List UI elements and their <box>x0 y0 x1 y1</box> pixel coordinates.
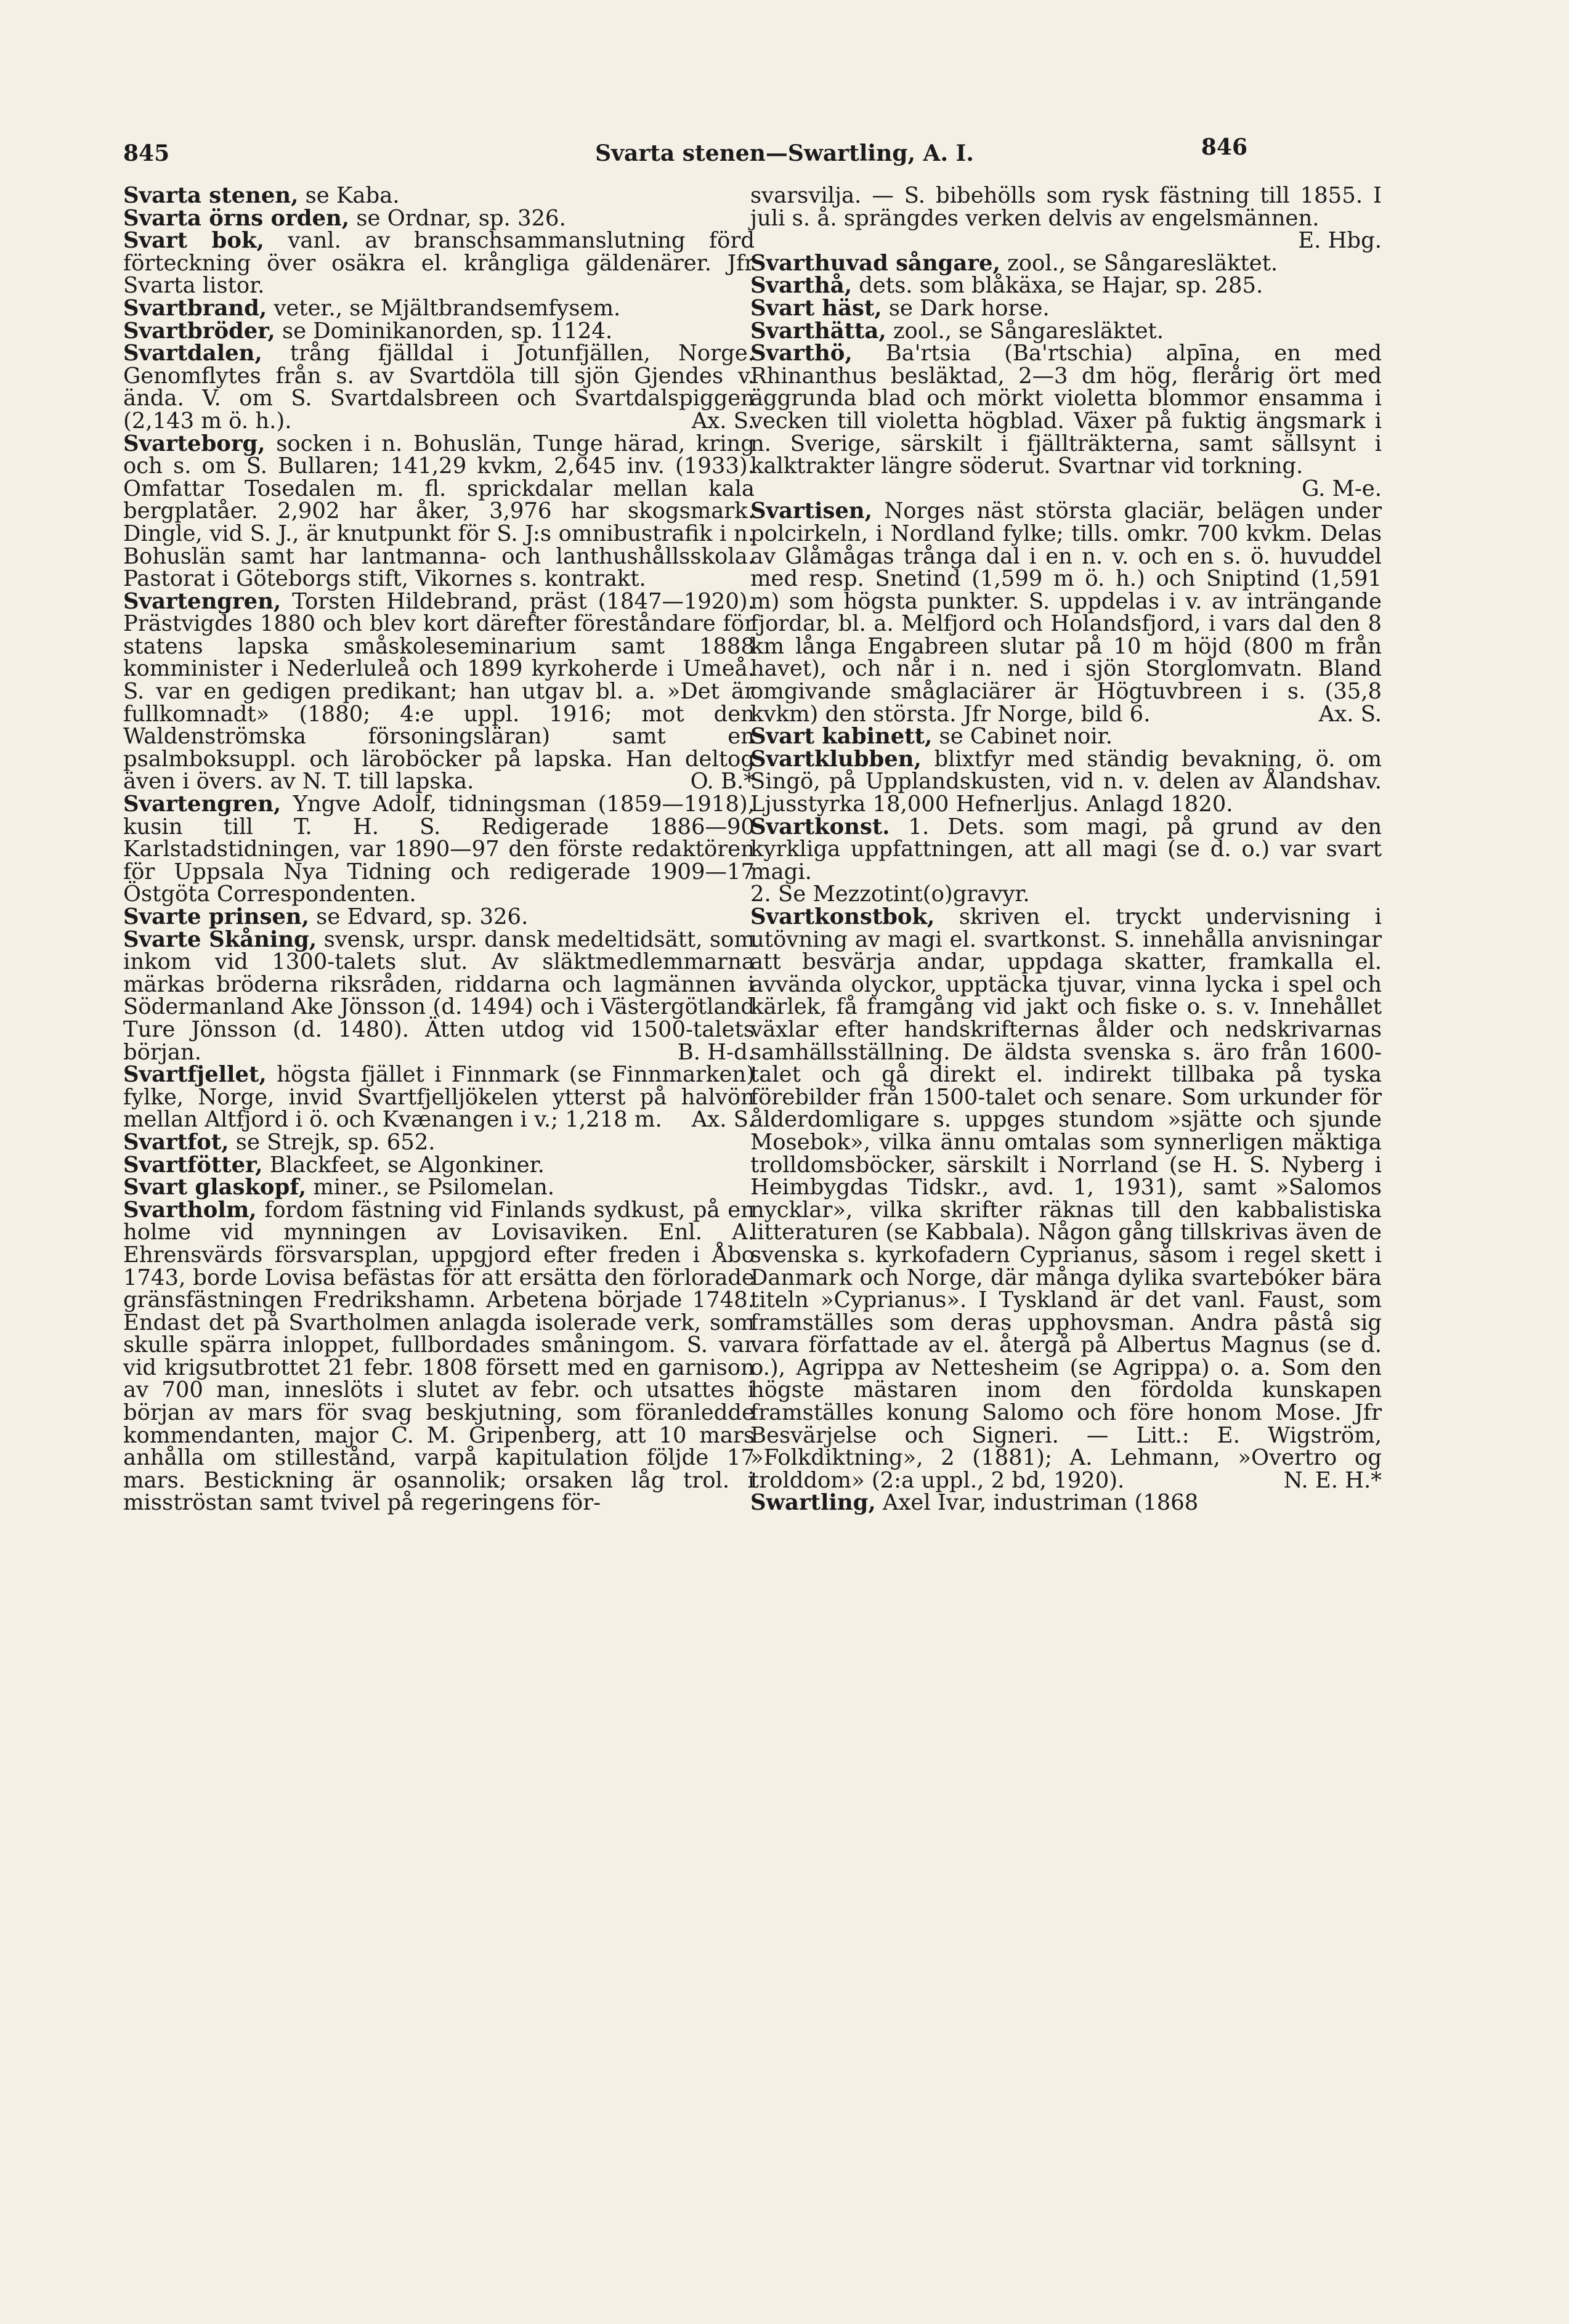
article-entry <box>750 1492 1382 1515</box>
headword: Svarta örns orden, <box>123 205 350 231</box>
headword: Svartklubben, <box>750 746 922 772</box>
headword: Svart bok, <box>123 228 264 254</box>
author-signature: Ax. S. <box>691 408 755 434</box>
author-signature: Ax. S. <box>1318 701 1382 727</box>
headword: Svartdalen, <box>123 341 262 366</box>
running-header <box>0 134 1569 177</box>
headword: Svarteborg, <box>123 431 266 456</box>
article-entry <box>123 588 755 795</box>
article-entry <box>123 1064 755 1132</box>
article-text: 2. Se Mezzotint(o)gravyr. <box>750 881 1030 907</box>
article-entry <box>123 342 755 432</box>
article-text: blixtfyr med ständig bevakning, ö. om Singö, på Upplandskusten, vid n. v. delen av Ålandshav. Ljusstyrka 18,000 Hefnerljus. Anlagd 1820. <box>750 746 1382 817</box>
headword: Svart kabinett, <box>750 724 933 750</box>
author-signature: O. B.* <box>690 769 755 795</box>
article-text: Blackfeet, se Algonkiner. <box>269 1152 545 1178</box>
article-text: se Dominikanorden, sp. 1124. <box>282 318 613 344</box>
article-text: se Ordnar, sp. 326. <box>356 205 566 231</box>
article-text: se Cabinet noir. <box>939 724 1113 750</box>
article-entry <box>123 205 755 231</box>
article-text: Axel Ivar, industriman (1868 <box>882 1490 1199 1516</box>
article-text: se Strejk, sp. 652. <box>235 1129 436 1155</box>
article-entry <box>123 1176 755 1199</box>
article-text: Yngve Adolf, tidningsman (1859—1918), kusin till T. H. S. Redigerade 1886—90 Karlstadstidningen, var 1890—97 den förste redaktören för Uppsala Nya Tidning och redigerade 1909—17 Östgöta Correspondenten. <box>123 792 755 907</box>
article-text: svensk, urspr. dansk medeltidsätt, som inkom vid 1300-talets slut. Av släktmedlemmarna märkas bröderna riksråden, riddarna och lagmännen i Södermanland Ake Jönsson (d. 1494) och i Västergötland Ture Jönsson (d. 1480). Ätten utdog vid 1500-talets början. <box>123 926 755 1065</box>
author-signature: E. Hbg. <box>1298 228 1382 254</box>
article-text: dets. som blåkäxa, se Hajar, sp. 285. <box>859 273 1263 299</box>
article-entry <box>123 1154 755 1177</box>
headword: Svartfötter, <box>123 1152 263 1178</box>
headword: Svarta stenen, <box>123 183 299 208</box>
author-signature: G. M-e. <box>1302 476 1382 501</box>
article-entry <box>750 816 1382 884</box>
article-entry <box>123 320 755 343</box>
article-text: fordom fästning vid Finlands sydkust, på en holme vid mynningen av Lovisaviken. Enl. A. Ehrensvärds försvarsplan, uppgjord efter freden i Åbo 1743, borde Lovisa befästas för att ersätta den förlorade gränsfästningen Fredrikshamn. Arbetena började 1748. Endast det på Svartholmen anlagda isolerade verk, som skulle spärra inloppet, fullbordades småningom. S. var vid krigsutbrottet 21 febr. 1808 försett med en garnison av 700 man, inneslöts i slutet av febr. och utsattes i början av mars för svag beskjutning, som föranledde kommendanten, major C. M. Gripenberg, att 10 mars anhålla om stillestånd, varpå kapitulation följde 17 mars. Bestickning är osannolik; orsaken låg trol. i misströstan samt tvivel på regeringens för- <box>123 1197 755 1516</box>
article-entry <box>750 275 1382 298</box>
left-column <box>123 185 755 1515</box>
article-text: högsta fjället i Finnmark (se Finnmarken) fylke, Norge, invid Svartfjelljökelen ytterst på halvön mellan Altfjord i ö. och Kvænangen i v.; 1,218 m. <box>123 1062 755 1133</box>
article-entry <box>750 500 1382 726</box>
article-text: miner., se Psilomelan. <box>313 1175 554 1200</box>
article-entry <box>123 793 755 906</box>
running-title: Svarta stenen—Swartling, A. I. <box>595 140 974 166</box>
headword: Svartengren, <box>123 588 282 614</box>
headword: Svartbrand, <box>123 295 267 321</box>
headword: Svartfjellet, <box>123 1062 267 1088</box>
article-text: svarsvilja. — S. bibehölls som rysk fästning till 1855. I juli s. å. sprängdes verken delvis av engelsmännen. <box>750 183 1382 231</box>
article-entry <box>123 185 755 208</box>
headword: Swartling, <box>750 1490 876 1516</box>
article-entry <box>123 230 755 298</box>
article-entry <box>750 185 1382 253</box>
article-entry <box>750 726 1382 748</box>
page-number-right: 846 <box>1201 134 1247 160</box>
headword: Svartkonstbok, <box>750 904 935 929</box>
headword: Svartholm, <box>123 1197 257 1223</box>
article-entry <box>123 926 755 1065</box>
headword: Svarthö, <box>750 341 853 366</box>
article-text: Torsten Hildebrand, präst (1847—1920). Prästvigdes 1880 och blev kort därefter föreståndare för statens lapska småskoleseminarium samt 1888 komminister i Nederluleå och 1899 kyrkoherde i Umeå. S. var en gedigen predikant; han utgav bl. a. »Det är fullkomnadt» (1880; 4:e uppl. 1916; mot den Waldenströmska försoningsläran) samt en psalmboksuppl. och läroböcker på lapska. Han deltog även i övers. av N. T. till lapska. <box>123 588 755 795</box>
article-text: socken i n. Bohuslän, Tunge härad, kring och s. om S. Bullaren; 141,29 kvkm, 2,645 inv. (1933). Omfattar Tosedalen m. fl. sprickdalar mellan kala bergplatåer. 2,902 har åker, 3,976 har skogsmark. Dingle, vid S. J., är knutpunkt för S. J:s omnibustrafik i n. Bohuslän samt har lantmanna- och lanthushållsskola. Pastorat i Göteborgs stift, Vikornes s. kontrakt. <box>123 431 755 592</box>
article-entry <box>123 1199 755 1515</box>
headword: Svarte prinsen, <box>123 904 309 929</box>
headword: Svarte Skåning, <box>123 926 317 952</box>
article-entry <box>750 906 1382 1492</box>
article-text: zool., se Sångaresläktet. <box>1007 250 1278 276</box>
headword: Svartfot, <box>123 1129 229 1155</box>
article-entry <box>123 1129 755 1155</box>
article-entry <box>750 748 1382 816</box>
article-entry <box>750 320 1382 343</box>
headword: Svartkonst. <box>750 814 890 840</box>
article-text: skriven el. tryckt undervisning i utövning av magi el. svartkonst. S. innehålla anvisningar att besvärja andar, uppdaga skatter, framkalla el. avvända olyckor, upptäcka tjuvar, vinna lycka i spel och kärlek, få framgång vid jakt och fiske o. s. v. Innehållet växlar efter handskrifternas ålder och nedskrivarnas samhällsställning. De äldsta svenska s. äro från 1600-talet och gå direkt el. indirekt tillbaka på tyska förebilder från 1500-talet och senare. Som urkunder för ålderdomligare s. uppges stundom »sjätte och sjunde Mosebok», vilka ännu omtalas som synnerligen mäktiga trolldomsböcker, särskilt i Norrland (se H. S. Nyberg i Heimbygdas Tidskr., avd. 1, 1931), samt »Salomos nycklar», vilka skrifter räknas till den kabbalistiska litteraturen (se Kabbala). Någon gång tillskrivas även de svenska s. kyrkofadern Cyprianus, såsom i regel skett i Danmark och Norge, där många dylika svartebóker bära titeln »Cyprianus». I Tyskland är det vanl. Faust, som framställes som deras upphovsman. Andra påstå sig vara författade av el. återgå på Albertus Magnus (se d. o.), Agrippa av Nettesheim (se Agrippa) o. a. Som den högste mästaren inom den fördolda kunskapen framställes konung Salomo och före honom Mose. Jfr Besvärjelse och Signeri. — Litt.: E. Wigström, »Folkdiktning», 2 (1881); A. Lehmann, »Overtro og trolddom» (2:a uppl., 2 bd, 1920). <box>750 904 1382 1493</box>
right-column <box>750 185 1382 1515</box>
article-text: veter., se Mjältbrandsemfysem. <box>274 295 621 321</box>
article-text: zool., se Sångaresläktet. <box>893 318 1164 344</box>
headword: Svart häst, <box>750 295 882 321</box>
article-text: se Kaba. <box>305 183 400 208</box>
article-entry <box>750 295 1382 321</box>
headword: Svarthuvad sångare, <box>750 250 1000 276</box>
headword: Svartengren, <box>123 792 282 817</box>
article-text: 1. Dets. som magi, på grund av den kyrkliga uppfattningen, att all magi (se d. o.) var svart magi. <box>750 814 1382 885</box>
article-entry <box>123 295 755 321</box>
headword: Svartbröder, <box>123 318 275 344</box>
article-text: trång fjälldal i Jotunfjällen, Norge. Genomflytes från s. av Svartdöla till sjön Gjendes v. ända. V. om S. Svartdalsbreen och Svartdalspiggen (2,143 m ö. h.). <box>123 341 755 434</box>
author-signature: N. E. H.* <box>1283 1467 1382 1493</box>
headword: Svartisen, <box>750 498 872 524</box>
article-text: se Edvard, sp. 326. <box>316 904 529 929</box>
article-text: se Dark horse. <box>888 295 1050 321</box>
page-number-left: 845 <box>123 140 170 166</box>
article-entry <box>750 250 1382 276</box>
headword: Svarthå, <box>750 273 853 299</box>
article-entry <box>123 906 755 929</box>
article-entry <box>750 883 1382 906</box>
headword: Svarthätta, <box>750 318 886 344</box>
article-entry <box>750 342 1382 500</box>
article-text: Norges näst största glaciär, belägen under polcirkeln, i Nordland fylke; tills. omkr. 700 kvkm. Delas av Glåmågas trånga dal i en n. v. och en s. ö. huvuddel med resp. Snetind (1,599 m ö. h.) och Sniptind (1,591 m) som högsta punkter. S. uppdelas i v. av inträngande fjordar, bl. a. Melfjord och Holandsfjord, i vars dal den 8 km långa Engabreen slutar på 10 m höjd (800 m från havet), och når i n. ned i sjön Storglomvatn. Bland omgivande småglaciärer är Högtuvbreen i s. (35,8 kvkm) den största. Jfr Norge, bild 6. <box>750 498 1382 727</box>
author-signature: B. H-d. <box>677 1039 755 1065</box>
article-text: vanl. av branschsammanslutning förd förteckning över osäkra el. krångliga gäldenärer. Jfr Svarta listor. <box>123 228 755 299</box>
headword: Svart glaskopf, <box>123 1175 307 1200</box>
article-text: Ba'rtsia (Ba'rtschia) alpīna, en med Rhinanthus besläktad, 2—3 dm hög, flerårig ört med äggrunda blad och mörkt violetta blommor ensamma i vecken till violetta högblad. Växer på fuktig ängsmark i n. Sverige, särskilt i fjällträkterna, samt sällsynt i kalktrakter längre söderut. Svartnar vid torkning. <box>750 341 1382 479</box>
article-entry <box>123 433 755 591</box>
author-signature: Ax. S. <box>691 1107 755 1133</box>
